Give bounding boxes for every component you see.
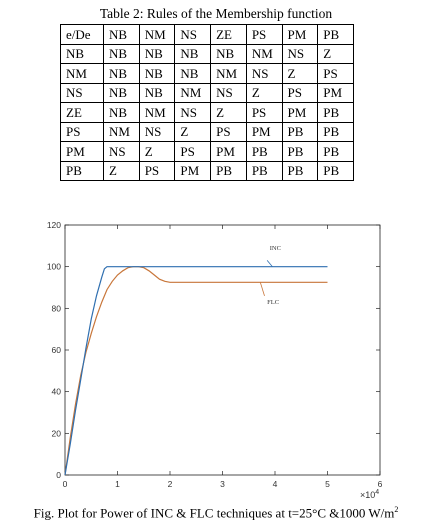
table-row-label: PB [61, 161, 104, 181]
table-row-label: NM [61, 64, 104, 84]
table-cell: NB [139, 83, 175, 103]
table-cell: PS [175, 142, 211, 162]
table-cell: PM [282, 103, 318, 123]
table-row [61, 44, 354, 64]
table-row [61, 64, 354, 84]
table-cell: NM [175, 83, 211, 103]
table-cell: NM [246, 44, 282, 64]
table-row-label: NS [61, 83, 104, 103]
y-tick-label: 100 [46, 261, 61, 272]
table-cell: PB [246, 142, 282, 162]
x-tick-label: 2 [167, 479, 173, 489]
table-cell: PM [246, 122, 282, 142]
table-cell: PB [282, 161, 318, 181]
table-header-cell: ZE [211, 25, 247, 45]
table-cell: Z [211, 103, 247, 123]
table-header-row [61, 25, 354, 45]
table-cell: PS [318, 64, 354, 84]
annotation-label-inc: INC [269, 245, 281, 252]
y-tick-label: 20 [51, 428, 61, 439]
membership-rules-table [60, 24, 354, 181]
table-cell: NS [246, 64, 282, 84]
table-row [61, 142, 354, 162]
x-axis-multiplier: $\times 10^4$ [360, 489, 380, 499]
table-cell: PB [282, 122, 318, 142]
table-row-label: PM [61, 142, 104, 162]
table-cell: NB [175, 44, 211, 64]
table-cell: PM [211, 142, 247, 162]
table-cell: NM [104, 122, 140, 142]
table-cell: NB [104, 64, 140, 84]
table-cell: Z [246, 83, 282, 103]
figure-caption-superscript: 2 [394, 505, 399, 514]
table-cell: NS [211, 83, 247, 103]
table-cell: PB [246, 161, 282, 181]
table-cell: NB [139, 64, 175, 84]
table-row [61, 83, 354, 103]
table-cell: NM [211, 64, 247, 84]
x-tick-label: 5 [325, 479, 330, 489]
y-tick-label: 0 [56, 470, 61, 480]
rules-table-body [61, 25, 354, 181]
table-cell: NB [104, 103, 140, 123]
power-plot-svg [30, 205, 432, 499]
table-row-label: ZE [61, 103, 104, 123]
table-cell: Z [282, 64, 318, 84]
table-cell: NS [139, 122, 175, 142]
figure-caption-text: Fig. Plot for Power of INC & FLC techniques at t=25°C &1000 W/m [33, 505, 395, 521]
table-cell: PS [282, 83, 318, 103]
table-cell: PB [318, 103, 354, 123]
table-cell: PS [211, 122, 247, 142]
table-cell: NB [139, 44, 175, 64]
table-header-cell: PB [318, 25, 354, 45]
power-plot [30, 205, 432, 499]
table-cell: NB [104, 44, 140, 64]
y-tick-label: 60 [51, 345, 61, 355]
table-cell: Z [318, 44, 354, 64]
table-cell: PB [282, 142, 318, 162]
table-header-cell: PS [246, 25, 282, 45]
table-row [61, 122, 354, 142]
table-header-cell: NS [175, 25, 211, 45]
figure-caption [0, 505, 432, 521]
plot-area [65, 225, 380, 475]
table-cell: NS [175, 103, 211, 123]
table-cell: NB [175, 64, 211, 84]
table-cell: Z [175, 122, 211, 142]
table-header-cell: NB [104, 25, 140, 45]
table-cell: Z [139, 142, 175, 162]
annotation-label-flc: FLC [267, 299, 280, 307]
table-cell: PB [211, 161, 247, 181]
table-cell: PM [175, 161, 211, 181]
table-cell: NB [104, 83, 140, 103]
x-tick-label: 4 [272, 479, 278, 489]
table-cell: PB [318, 161, 354, 181]
table-caption: Table 2: Rules of the Membership function [99, 6, 333, 21]
table-row-label: PS [61, 122, 104, 142]
x-tick-label: 1 [115, 479, 120, 489]
table-header-cell: PM [282, 25, 318, 45]
table-row [61, 161, 354, 181]
x-tick-label: 6 [377, 479, 383, 489]
table-cell: NB [211, 44, 247, 64]
table-cell: PM [318, 83, 354, 103]
table-cell: NS [282, 44, 318, 64]
table-header-cell: NM [139, 25, 175, 45]
table-row-label: NB [61, 44, 104, 64]
x-tick-label: 0 [62, 479, 68, 489]
table-cell: PS [139, 161, 175, 181]
table-cell: Z [104, 161, 140, 181]
table-cell: NM [139, 103, 175, 123]
table-cell: PB [318, 142, 354, 162]
table-cell: PS [246, 103, 282, 123]
y-tick-label: 80 [51, 303, 61, 314]
table-row [61, 103, 354, 123]
table-cell: NS [104, 142, 140, 162]
y-tick-label: 120 [46, 220, 61, 230]
y-tick-label: 40 [51, 386, 61, 397]
table-cell: PB [318, 122, 354, 142]
table-header-cell: e/De [61, 25, 104, 45]
x-tick-label: 3 [220, 479, 225, 489]
